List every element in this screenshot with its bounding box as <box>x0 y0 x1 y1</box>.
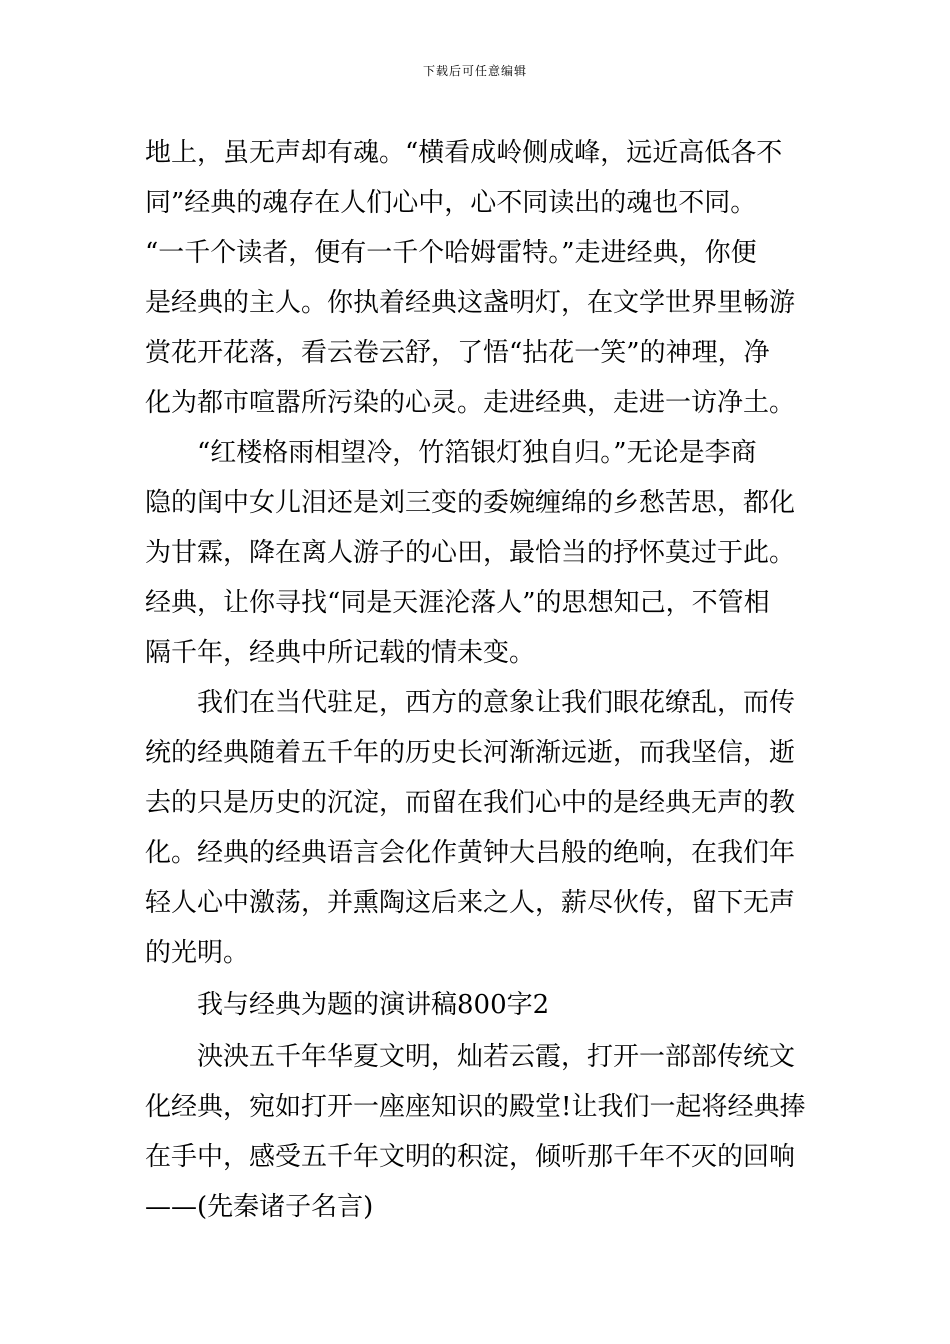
text-line: 在手中，感受五千年文明的积淀，倾听那千年不灭的回响 <box>145 1142 796 1172</box>
text-line: 化。经典的经典语言会化作黄钟大吕般的绝响，在我们年 <box>145 838 796 868</box>
text-line: 为甘霖，降在离人游子的心田，最恰当的抒怀莫过于此。 <box>145 538 796 568</box>
paragraph <box>145 428 807 678</box>
text-line: 化为都市喧嚣所污染的心灵。走进经典，走进一访净土。 <box>145 388 796 418</box>
text-line: 地上，虽无声却有魂。“横看成岭侧成峰，远近高低各不 <box>145 138 783 168</box>
section-heading <box>145 978 807 1032</box>
text-line: 是经典的主人。你执着经典这盏明灯，在文学世界里畅游 <box>145 288 796 318</box>
paragraph <box>145 1032 807 1232</box>
document-body <box>145 128 807 1232</box>
text-line: 统的经典随着五千年的历史长河渐渐远逝，而我坚信，逝 <box>145 738 796 768</box>
text-line: 的光明。 <box>145 938 250 968</box>
text-line: 赏花开花落，看云卷云舒，了悟“拈花一笑”的神理，净 <box>145 338 770 368</box>
text-line: 隐的闺中女儿泪还是刘三变的委婉缠绵的乡愁苦思，都化 <box>145 488 796 518</box>
text-line: 化经典，宛如打开一座座知识的殿堂!让我们一起将经典捧 <box>145 1092 806 1122</box>
text-line: 隔千年，经典中所记载的情未变。 <box>145 638 536 668</box>
text-line: ——(先秦诸子名言) <box>145 1192 374 1222</box>
text-line: 经典，让你寻找“同是天涯沦落人”的思想知己，不管相 <box>145 588 770 618</box>
text-line: “红楼格雨相望冷，竹箔银灯独自归。”无论是李商 <box>197 438 757 468</box>
text-line: 去的只是历史的沉淀，而留在我们心中的是经典无声的教 <box>145 788 796 818</box>
text-line: 轻人心中激荡，并熏陶这后来之人，薪尽伙传，留下无声 <box>145 888 796 918</box>
heading-text: 我与经典为题的演讲稿800字2 <box>197 990 550 1020</box>
text-line: 我们在当代驻足，西方的意象让我们眼花缭乱，而传 <box>197 688 796 718</box>
paragraph <box>145 128 807 428</box>
text-line: 泱泱五千年华夏文明，灿若云霞，打开一部部传统文 <box>197 1042 796 1072</box>
text-line: 同”经典的魂存在人们心中，心不同读出的魂也不同。 <box>145 188 757 218</box>
paragraph <box>145 678 807 978</box>
text-line: “一千个读者，便有一千个哈姆雷特。”走进经典，你便 <box>145 238 757 268</box>
page-header: 下载后可任意编辑 <box>422 64 527 78</box>
